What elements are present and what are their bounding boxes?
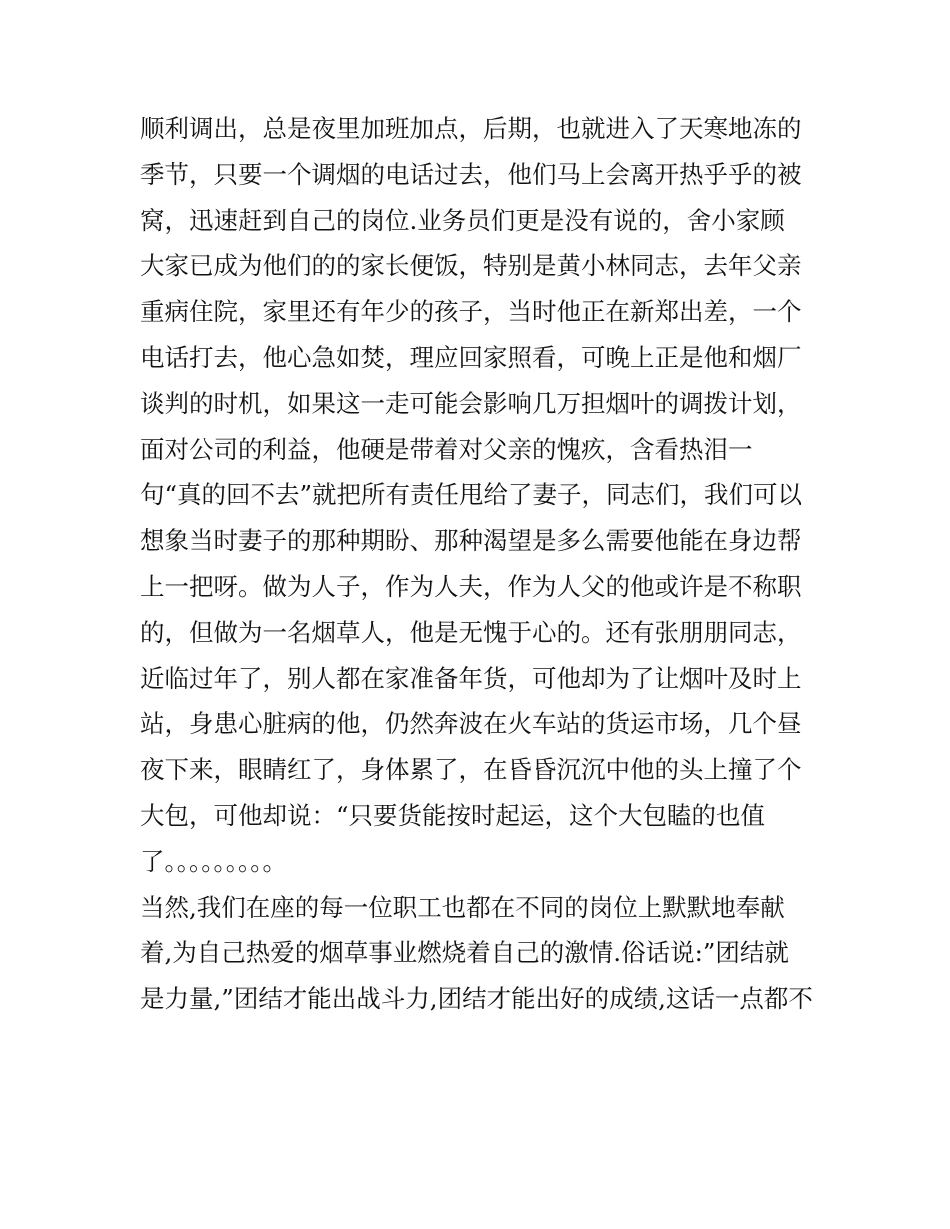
text-line: 当然,我们在座的每一位职工也都在不同的岗位上默默地奉献 <box>140 892 785 922</box>
text-line: 季节，只要一个调烟的电话过去，他们马上会离开热乎乎的被 <box>140 159 802 189</box>
text-line: 电话打去，他心急如焚，理应回家照看，可晚上正是他和烟厂 <box>140 342 802 372</box>
body-text <box>140 106 830 1022</box>
text-line: 是力量,”团结才能出战斗力,团结才能出好的成绩,这话一点都不 <box>140 984 813 1014</box>
text-line: 重病住院，家里还有年少的孩子，当时他正在新郑出差，一个 <box>140 297 802 327</box>
text-line: 夜下来，眼睛红了，身体累了，在昏昏沉沉中他的头上撞了个 <box>140 755 802 785</box>
text-line: 句“真的回不去”就把所有责任甩给了妻子，同志们，我们可以 <box>140 480 803 510</box>
text-line: 想象当时妻子的那种期盼、那种渴望是多么需要他能在身边帮 <box>140 526 802 556</box>
text-line: 了。。。。。。。。。 <box>140 846 287 876</box>
text-line: 顺利调出，总是夜里加班加点，后期，也就进入了天寒地冻的 <box>140 114 802 143</box>
text-line: 面对公司的利益，他硬是带着对父亲的愧疚，含看热泪一 <box>140 434 753 464</box>
text-line: 大家已成为他们的的家长便饭，特别是黄小林同志，去年父亲 <box>140 251 802 281</box>
text-line: 谈判的时机，如果这一走可能会影响几万担烟叶的调拨计划， <box>140 388 802 418</box>
text-line: 着,为自己热爱的烟草事业燃烧着自己的激情.俗话说:”团结就 <box>140 938 789 968</box>
text-line: 上一把呀。做为人子，作为人夫，作为人父的他或许是不称职 <box>140 571 802 601</box>
text-line: 的，但做为一名烟草人，他是无愧于心的。还有张朋朋同志， <box>140 617 802 647</box>
text-line: 站，身患心脏病的他，仍然奔波在火车站的货运市场，几个昼 <box>140 709 802 739</box>
text-line: 窝，迅速赶到自己的岗位.业务员们更是没有说的，舍小家顾 <box>140 205 785 235</box>
text-line: 近临过年了，别人都在家准备年货，可他却为了让烟叶及时上 <box>140 663 802 693</box>
text-line: 大包，可他却说：“只要货能按时起运，这个大包瞌的也值 <box>140 800 766 830</box>
